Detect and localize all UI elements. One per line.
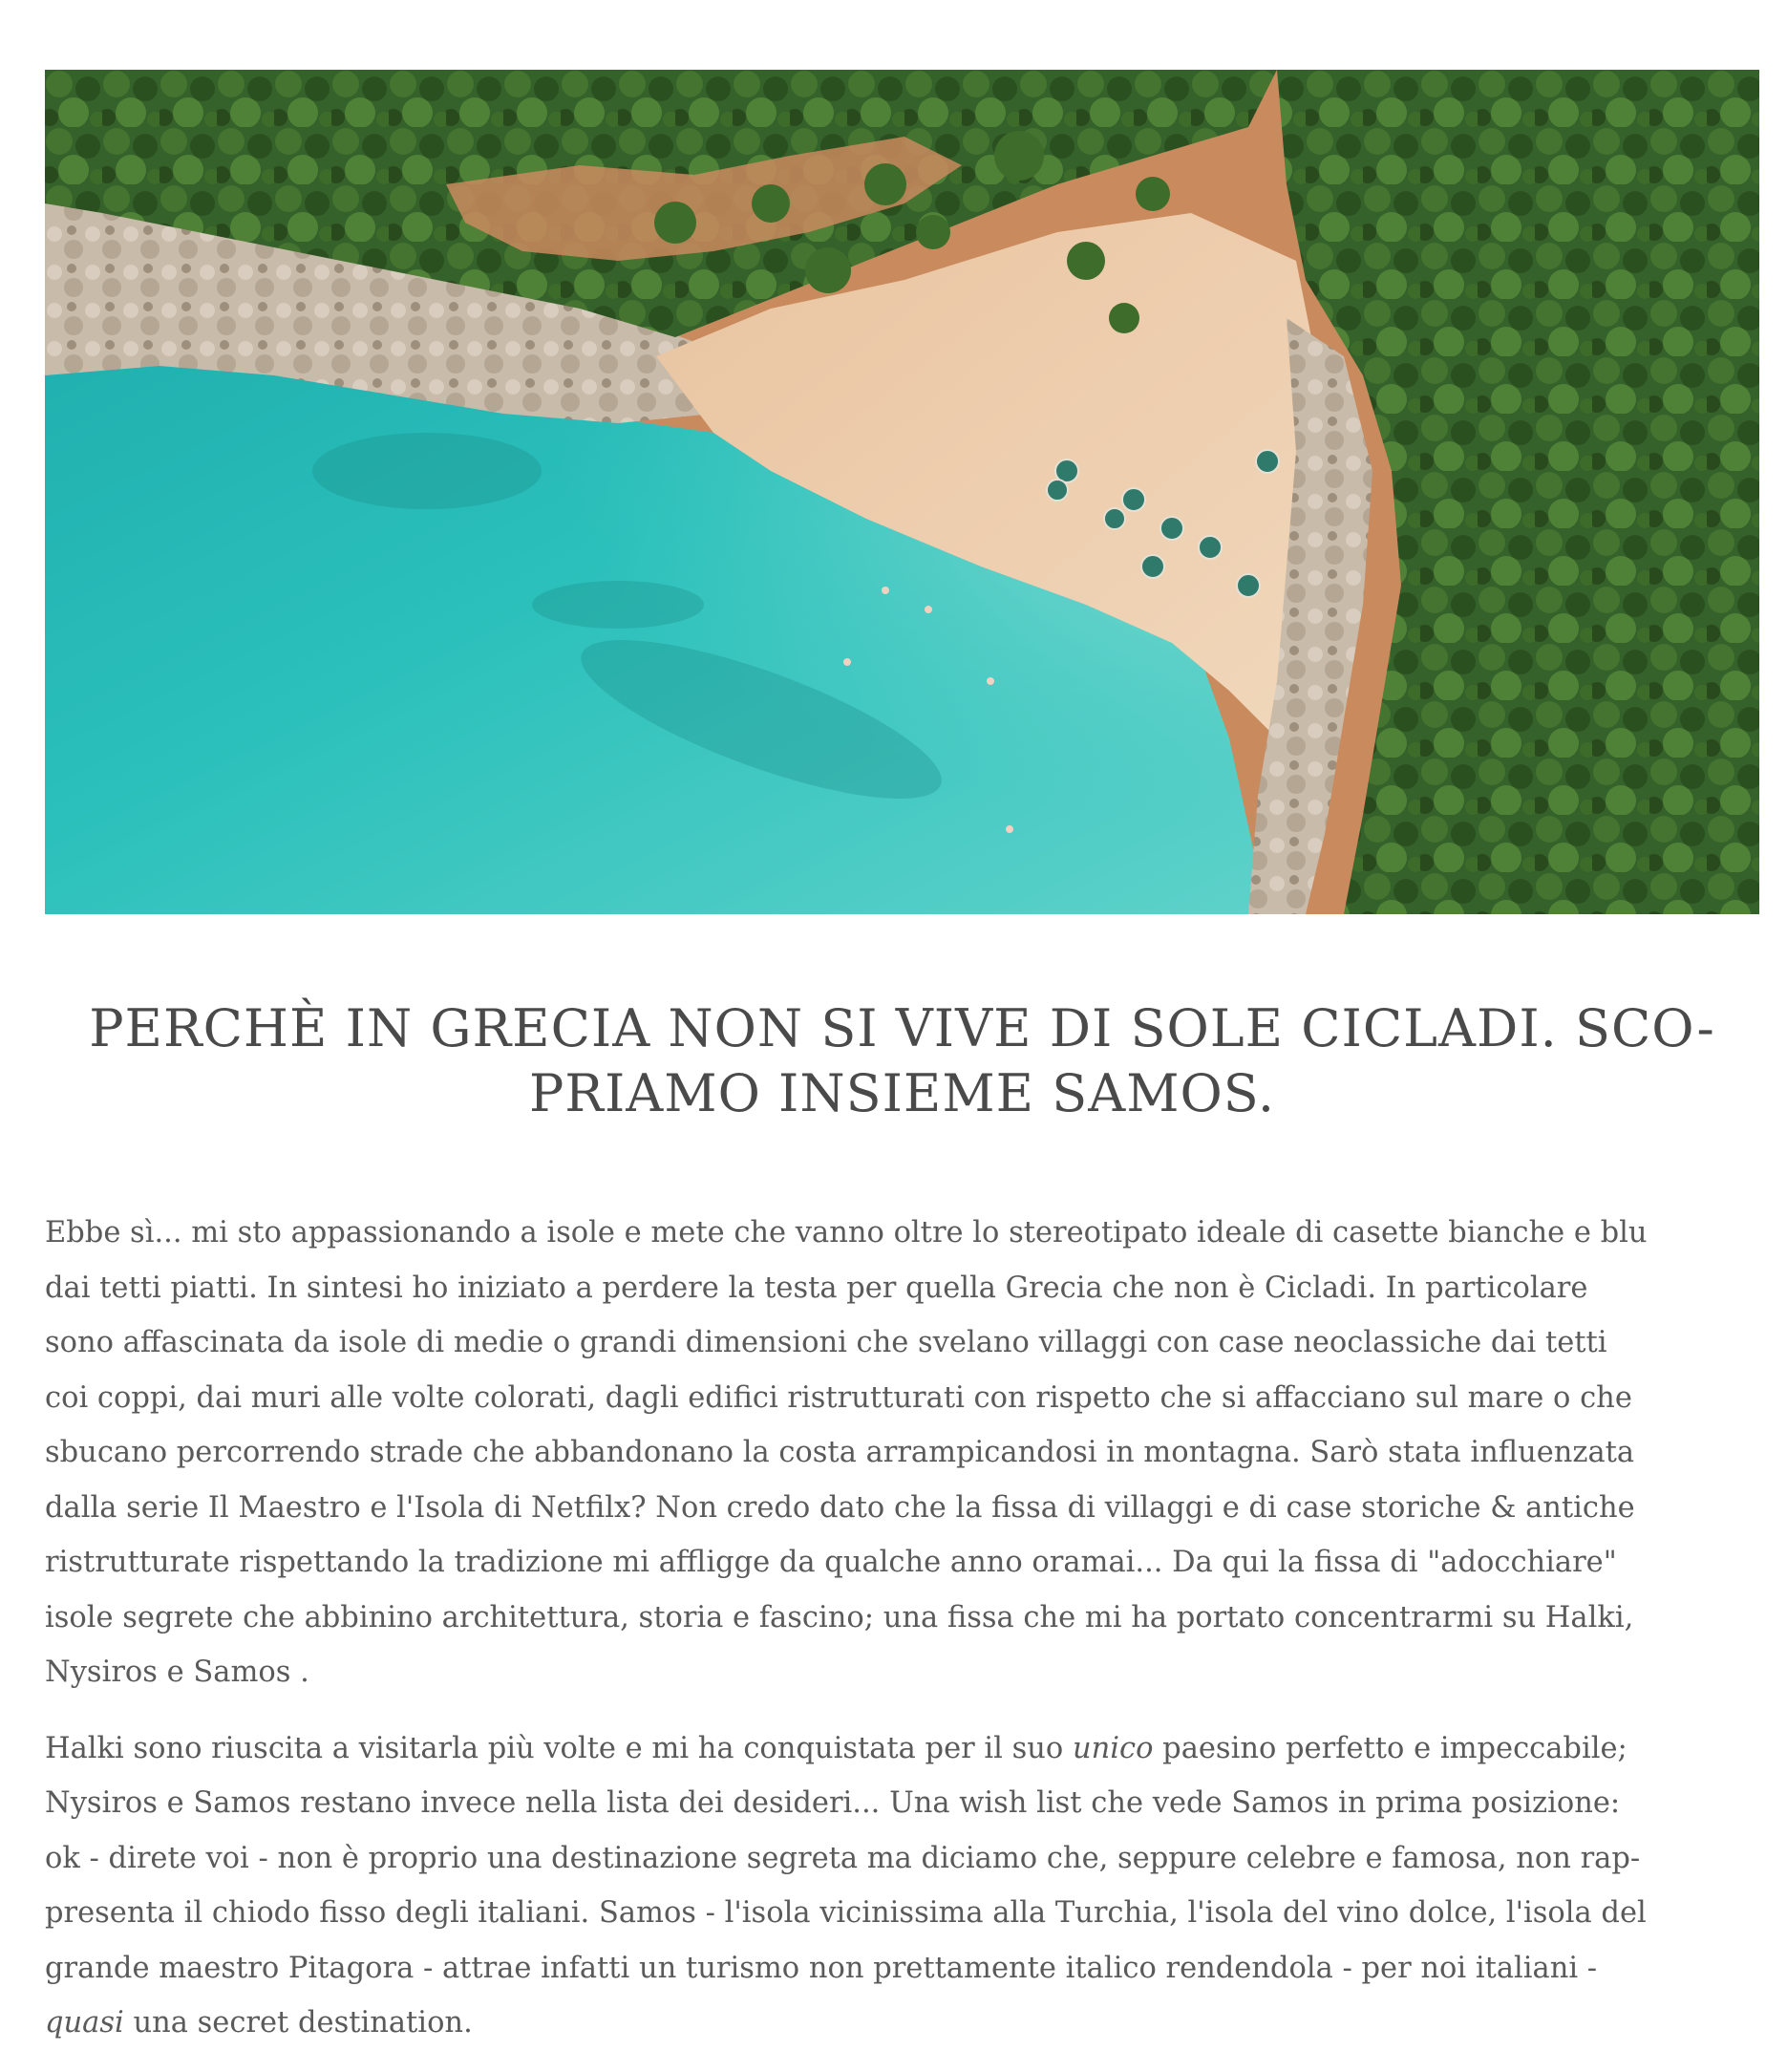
paragraph-1-line: Ebbe sì... mi sto appassionando a isole e mete che vanno oltre lo stereotipato ideale di casette bianche e blu — [45, 1216, 1648, 1250]
paragraph-2-line — [45, 1996, 1759, 2051]
paragraph-2-italic: quasi — [45, 2006, 124, 2040]
paragraph-2-line: Nysiros e Samos restano invece nella lista dei desideri... Una wish list che vede Samos in prima posizione: — [45, 1786, 1621, 1820]
paragraph-1-line: coi coppi, dai muri alle volte colorati, dagli edifici ristrutturati con rispetto che si affacciano sul mare o che — [45, 1380, 1632, 1415]
paragraph-1-line: ristrutturate rispettando la tradizione mi affligge da qualche anno oramai... Da qui la fissa di "adocchiare" — [45, 1546, 1617, 1579]
paragraph-1-line: Nysiros e Samos . — [45, 1655, 309, 1689]
paragraph-1-line: sbucano percorrendo strade che abbandonano la costa arrampicandosi in montagna. Sarò stata influenzata — [45, 1436, 1635, 1469]
paragraph-1-line: dalla serie Il Maestro e l'Isola di Netfilx? Non credo dato che la fissa di villaggi e di case storiche & antiche — [45, 1490, 1635, 1525]
hero-image — [45, 70, 1759, 914]
paragraph-1 — [45, 1206, 1759, 1700]
paragraph-2-text: Halki sono riuscita a visitarla più volte e mi ha conquistata per il suo — [45, 1731, 1073, 1765]
paragraph-1-line: dai tetti piatti. In sintesi ho iniziato a perdere la testa per quella Grecia che non è Cicladi. In particolare — [45, 1271, 1588, 1305]
paragraph-1-line: sono affascinata da isole di medie o grandi dimensioni che svelano villaggi con case neoclassiche dai tetti — [45, 1326, 1607, 1359]
article-title-line-1: PERCHÈ IN GRECIA NON SI VIVE DI SOLE CICLADI. SCO- — [89, 998, 1715, 1058]
paragraph-2-text: paesino perfetto e impeccabile; — [1153, 1731, 1627, 1765]
paragraph-2-line: grande maestro Pitagora - attrae infatti un turismo non prettamente italico rendendola - per noi italiani - — [45, 1951, 1598, 1985]
article-title-line-2: PRIAMO INSIEME SAMOS. — [528, 1063, 1276, 1123]
article-title — [45, 996, 1759, 1126]
article-body — [45, 1206, 1759, 2072]
paragraph-2-italic: unico — [1072, 1731, 1154, 1765]
paragraph-2-text: una secret destination. — [123, 2006, 473, 2040]
paragraph-2-line: presenta il chiodo fisso degli italiani. Samos - l'isola vicinissima alla Turchia, l'isola del vino dolce, l'isola del — [45, 1896, 1647, 1930]
paragraph-2 — [45, 1721, 1759, 2051]
paragraph-2-line: ok - direte voi - non è proprio una destinazione segreta ma diciamo che, seppure celebre e famosa, non rap- — [45, 1841, 1641, 1875]
paragraph-1-line: isole segrete che abbinino architettura, storia e fascino; una fissa che mi ha portato concentrarmi su Halki, — [45, 1600, 1634, 1634]
article-page — [45, 0, 1759, 2063]
paragraph-2-line — [45, 1721, 1759, 1777]
